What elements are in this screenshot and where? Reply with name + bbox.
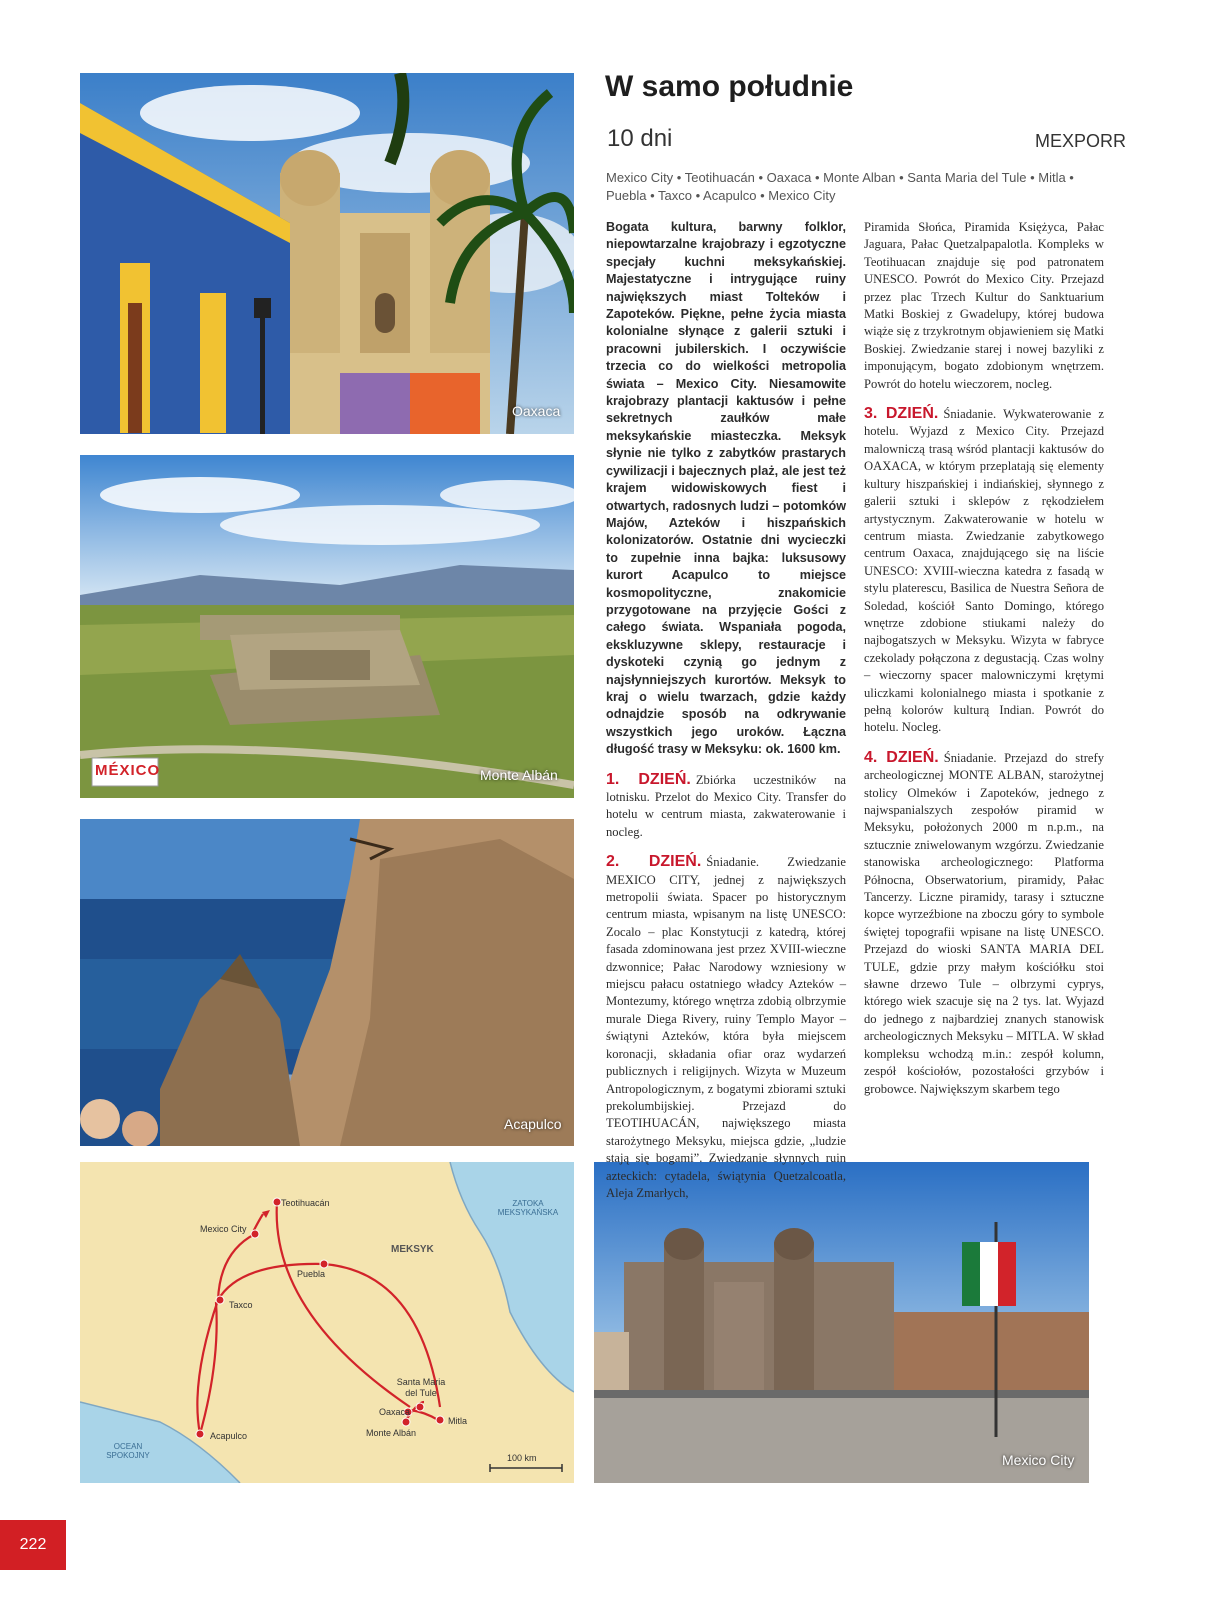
trip-duration: 10 dni [607, 125, 673, 152]
text-column-left [606, 219, 846, 1214]
day-3-heading: 3. DZIEŃ. [864, 405, 939, 423]
photo-oaxaca [80, 73, 574, 434]
day-3 [864, 405, 1104, 737]
map-city-taxco: Taxco [229, 1300, 253, 1310]
map-city-mitla: Mitla [448, 1416, 468, 1426]
text-column-right [864, 219, 1104, 1110]
day-4 [864, 749, 1104, 1098]
day-2-heading: 2. DZIEŃ. [606, 853, 702, 871]
photo-acapulco [80, 819, 574, 1146]
photo-caption-mexico-city: Mexico City [1002, 1452, 1075, 1468]
map-city-puebla: Puebla [297, 1269, 326, 1279]
day-1-heading: 1. DZIEŃ. [606, 770, 691, 788]
page-number: 222 [0, 1520, 66, 1570]
day-1 [606, 771, 846, 842]
route-list: Mexico City • Teotihuacán • Oaxaca • Monte Alban • Santa Maria del Tule • Mitla • Puebla • Taxco • Acapulco • Mexico City [606, 170, 1074, 203]
day-2-text: Śniadanie. Zwiedzanie MEXICO CITY, jednej z największych metropolii świata. Spacer po historycznym centrum miasta, wpisanym na listę UNESCO: Zocalo – plac Konstytucji z katedrą, której fasada zdominowana jest przez XVIII-wieczne dzwonnice; Pałac Narodowy wzniesiony w miejscu pałacu ostatniego władcy Azteków – Montezumy, którego wnętrza zdobią olbrzymie murale Diega Rivery, ruiny Templo Mayor – świątyni Azteków, która była miejscem koronacji, składania ofiar oraz wydarzeń publicznych i religijnych. Wizyta w Muzeum Antropologicznym, z bogatymi zbiorami sztuki prekolumbijskiej. Przejazd do TEOTIHUACÁN, największego miasta starożytnego Meksyku, miejsca gdzie, „ludzie stają się bogami”. Zwiedzanie słynnych ruin azteckich: cytadela, świątynia Quetzalcoatla, Aleja Zmarłych, [606, 855, 846, 1200]
photo-caption-acapulco: Acapulco [504, 1116, 562, 1132]
photo-monte-alban [80, 455, 574, 798]
photo-caption-oaxaca: Oaxaca [512, 403, 561, 419]
map-city-mexico-city: Mexico City [200, 1224, 247, 1234]
map-city-monte-alban: Monte Albán [366, 1428, 417, 1438]
day-2-continued: Piramida Słońca, Piramida Księżyca, Pałac Jaguara, Pałac Quetzalpapalotla. Kompleks w Teotihuacan znajduje się pod patronatem UNESCO. Powrót do Mexico City. Przejazd przez plac Trzech Kultur do Sanktuarium Matki Boskiej z Gwadelupy, której budowa wiąże się z trzykrotnym objawieniem się Matki Boskiej. Zwiedzanie starej i nowej bazyliki z imponującym, bogato zdobionym wnętrzem. Powrót do hotelu wieczorem, nocleg. [864, 220, 1104, 391]
map-city-santa-maria: Santa Maria del Tule [396, 1377, 446, 1398]
page-title: W samo południe [605, 70, 854, 103]
map-scale: 100 km [507, 1453, 537, 1463]
day-3-text: Śniadanie. Wykwaterowanie z hotelu. Wyjazd z Mexico City. Przejazd malowniczą trasą wśród plantacji kaktusów do OAXACA, w którym przeplatają się elementy kultury hiszpańskiej i indiańskiej, słynnego z galerii sztuki i sklepów z rękodziełem artystycznym. Zakwaterowanie w hotelu w centrum miasta. Zwiedzanie zabytkowego centrum Oaxaca, znajdującego się na liście UNESCO: XVIII-wieczna katedra z fasadą w stylu platerescu, Basilica de Nuestra Señora de Soledad, kościół Santo Domingo, którego wnętrze zdobione stiukami należy do najbogatszych w Meksyku. Wizyta w fabryce czekolady połączona z degustacją. Czas wolny – wieczorny spacer malowniczymi krętymi uliczkami kolonialnego miasta i spotkanie z pełną kolorów kulturą Indian. Powrót do hotelu. Nocleg. [864, 407, 1104, 735]
map-city-oaxaca: Oaxaca [379, 1407, 411, 1417]
map-label-ocean: OCEAN SPOKOJNY [106, 1442, 150, 1460]
day-4-heading: 4. DZIEŃ. [864, 748, 939, 766]
day-1-text: Zbiórka uczestników na lotnisku. Przelot do Mexico City. Transfer do hotelu w centrum miasta, zakwaterowanie i nocleg. [606, 772, 847, 839]
intro-paragraph: Bogata kultura, barwny folklor, niepowtarzalne krajobrazy i egzotyczne specjały kuchni meksykańskiej. Majestatyczne i intrygujące ruiny największych miast Tolteków i Zapoteków. Piękne, pełne życia miasta kolonialne słynące z galerii sztuki i pracowni jubilerskich. I oczywiście trzecia co do wielkości metropolia świata – Mexico City. Niesamowite krajobrazy plantacji kaktusów i pełne sekretnych zaułków małe meksykańskie miasteczka. Meksyk słynie nie tylko z zabytków prastarych cywilizacji i bajecznych plaż, ale jest też krajem widowiskowych fiest i otwartych, radosnych ludzi – potomków Majów, Azteków i hiszpańskich kolonizatorów. Ostatnie dni wycieczki to zupełnie inna bajka: luksusowy kurort Acapulco to miejsce kosmopolityczne, znakomicie przygotowane na przyjęcie Gości z całego świata. Wspaniała pogoda, ekskluzywne sklepy, restauracje i dyskoteki czynią go jednym z najsłynniejszych kurortów. Meksyk to kraj o wielu twarzach, gdzie każdy odnajdzie sposób na odkrywanie wszystkich jego uroków. Łączna długość trasy w Meksyku: ok. 1600 km. [606, 220, 846, 757]
day-4-text: Śniadanie. Przejazd do strefy archeologicznej MONTE ALBAN, starożytnej stolicy Olmeków i Zapoteków, jednego z najwspanialszych zespołów piramid w Meksyku, położonych 2000 m n.p.m., na sztucznie zniwelowanym wzgórzu. Zwiedzanie stanowiska archeologicznego: Platforma Północna, Obserwatorium, piramidy, Pałac Tancerzy. Liczne piramidy, tarasy i sztuczne kopce wyrzeźbione na zboczu góry to symbole świętej topografii wpisane na listę UNESCO. Przejazd do wioski SANTA MARIA DEL TULE, gdzie przy małym kościółku stoi sławne drzewo Tule – olbrzymi cyprys, którego wiek szacuje się na 2 tys. lat. Wyjazd do jednego z najbardziej znanych stanowisk archeologicznych Meksyku – MITLA. W skład kompleksu wchodzą m.in.: zespół kolumn, zespół kościołów, pozostałości grzybów i grobowce. Największym skarbem tego [864, 750, 1104, 1096]
map-label-gulf: ZATOKA MEKSYKAŃSKA [497, 1199, 559, 1217]
map-label-country: MEKSYK [391, 1244, 434, 1255]
day-2 [606, 853, 846, 1202]
map-city-teotihuacan: Teotihuacán [281, 1198, 330, 1208]
photo-caption-monte-alban: Monte Albán [480, 767, 558, 783]
mexico-logo: MÉXICO [95, 762, 161, 779]
route-map [80, 1162, 574, 1483]
trip-code: MEXPORR [1035, 131, 1127, 151]
map-city-acapulco: Acapulco [210, 1431, 248, 1441]
